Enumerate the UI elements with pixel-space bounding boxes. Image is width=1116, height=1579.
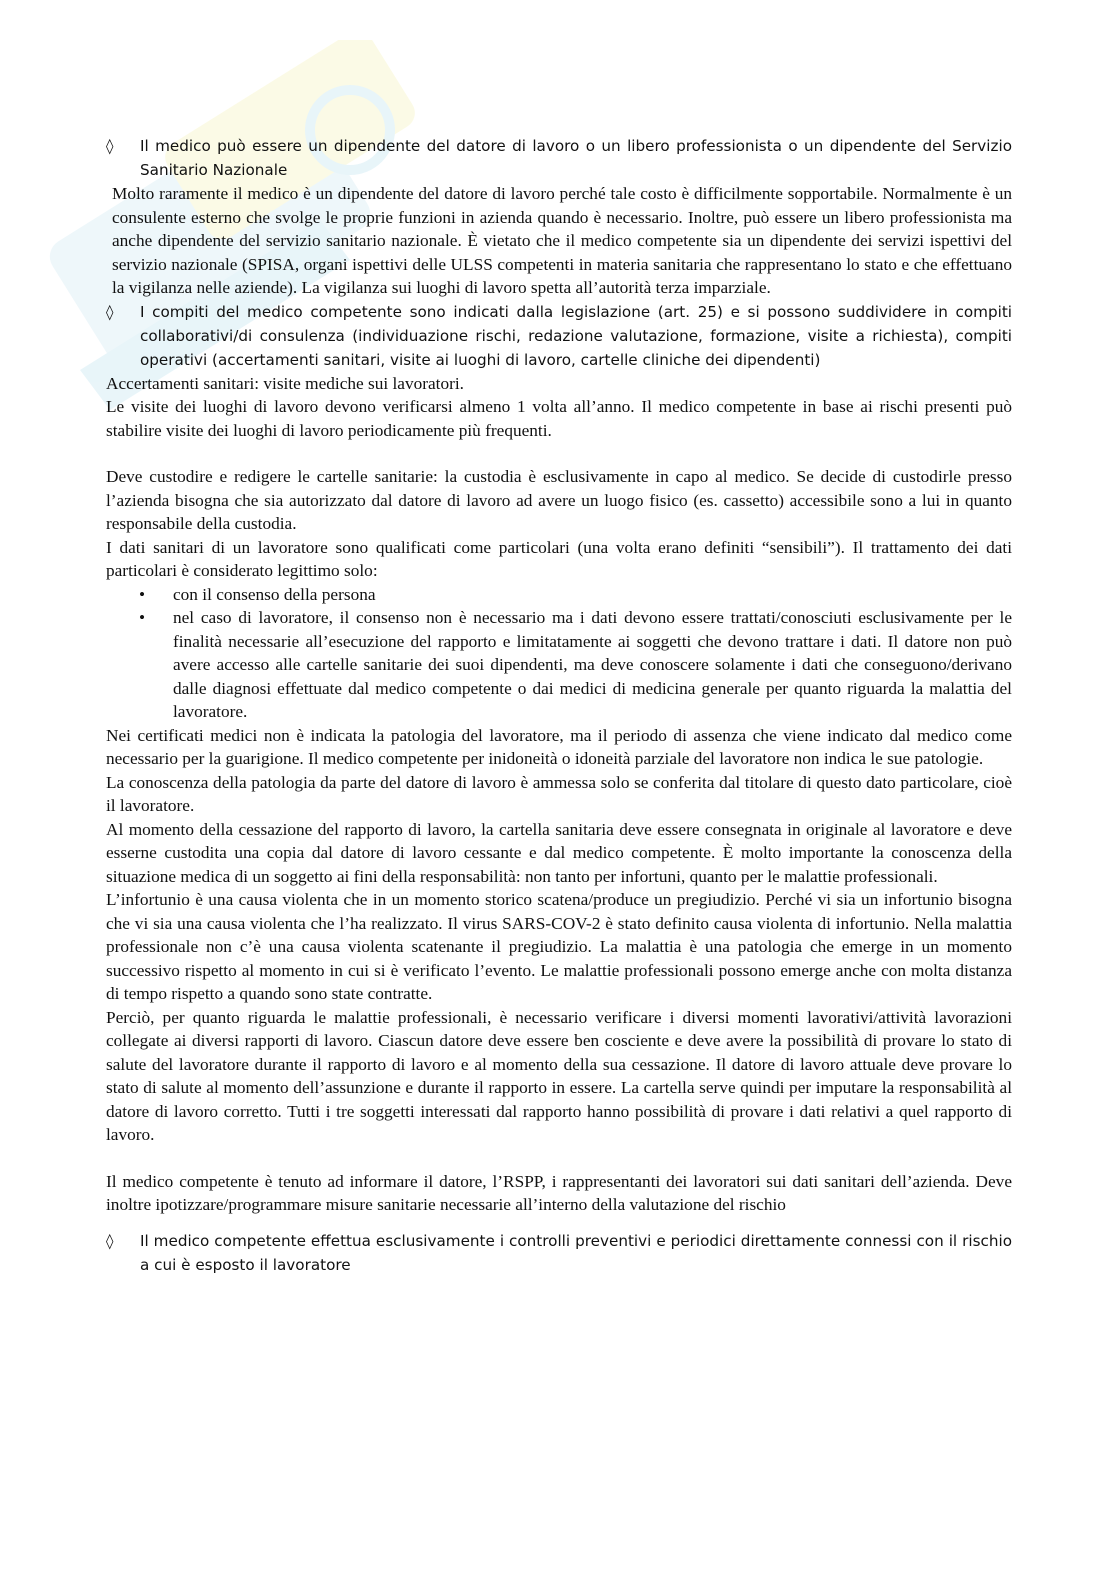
list-item (106, 583, 1012, 607)
diamond-item-2 (106, 300, 1012, 372)
item-text: Il medico competente effettua esclusivamente i controlli preventivi e periodici direttamente connessi con il rischio a cui è esposto il lavoratore (140, 1231, 1012, 1274)
spacer (106, 1217, 1012, 1229)
diamond-bullet-icon: ◊ (106, 1231, 114, 1250)
bullet-dot-icon: • (139, 584, 146, 604)
bullet-dot-icon: • (139, 608, 146, 627)
diamond-bullet-icon: ◊ (106, 302, 114, 321)
diamond-bullet-icon: ◊ (106, 137, 114, 155)
document-page (106, 134, 1012, 1277)
paragraph-conoscenza-patologia: La conoscenza della patologia da parte del datore di lavoro è ammessa solo se conferita dal titolare di questo dato particolare, cioè il lavoratore. (106, 772, 1012, 815)
spacer (106, 442, 1012, 465)
paragraph-cessazione: Al momento della cessazione del rapporto di lavoro, la cartella sanitaria deve essere consegnata in originale al lavoratore e deve esserne custodita una copia dal datore di lavoro cessante e dal medico competente. È molto importante la conoscenza della situazione medica di un soggetto ai fini della responsabilità: non tanto per infortuni, quanto per le malattie professionali. (106, 819, 1012, 886)
paragraph-dati-particolari: I dati sanitari di un lavoratore sono qualificati come particolari (una volta erano definiti “sensibili”). Il trattamento dei dati particolari è considerato legittimo solo: (106, 537, 1012, 580)
list-item-text: nel caso di lavoratore, il consenso non è necessario ma i dati devono essere trattati/conosciuti esclusivamente per le finalità necessarie all’esecuzione del rapporto e limitatamente ai soggetti che devono trattare i dati. Il datore non può avere accesso alle cartelle sanitarie dei suoi dipendenti, ma deve conoscere solamente i dati che conseguono/derivano dalle diagnosi effettuate dal medico competente o dai medici di medicina generale per quanto riguarda la malattia del lavoratore. (173, 608, 1012, 721)
list-item (106, 606, 1012, 724)
item-text: I compiti del medico competente sono indicati dalla legislazione (art. 25) e si possono suddividere in compiti collaborativi/di consulenza (individuazione rischi, redazione valutazione, formazione, visite a richiesta), compiti operativi (accertamenti sanitari, visite ai luoghi di lavoro, cartelle cliniche dei dipendenti) (140, 302, 1012, 369)
diamond-item-3 (106, 1229, 1012, 1277)
paragraph-medico-dipendente: Molto raramente il medico è un dipendente del datore di lavoro perché tale costo è difficilmente sopportabile. Normalmente è un consulente esterno che svolge le proprie funzioni in azienda quando è necessario. Inoltre, può essere un libero professionista ma anche dipendente del servizio sanitario nazionale. È vietato che il medico competente sia un dipendente dei servizi ispettivi del servizio nazionale (SPISA, organi ispettivi delle ULSS competenti in materia sanitaria che rappresentano lo stato e che effettuano la vigilanza nelle aziende). La vigilanza sui luoghi di lavoro spetta all’autorità terza imparziale. (112, 184, 1012, 297)
paragraph-infortunio: L’infortunio è una causa violenta che in un momento storico scatena/produce un pregiudizio. Perché vi sia un infortunio bisogna che vi sia una causa violenta che l’ha realizzato. Il virus SARS-COV-2 è stato definito causa violenta di infortunio. Nella malattia professionale non c’è una causa violenta scatenante il pregiudizio. La malattia è una patologia che emerge in un momento successivo rispetto al momento in cui si è verificato l’evento. Le malattie professionali possono emerge anche con molta distanza di tempo rispetto a quando sono state contratte. (106, 890, 1012, 1003)
spacer (106, 1147, 1012, 1170)
paragraph-informare: Il medico competente è tenuto ad informare il datore, l’RSPP, i rappresentanti dei lavoratori sui dati sanitari dell’azienda. Deve inoltre ipotizzare/programmare misure sanitarie necessarie all’interno della valutazione del rischio (106, 1171, 1012, 1214)
diamond-item-1 (106, 134, 1012, 182)
paragraph-malattie-professionali: Perciò, per quanto riguarda le malattie professionali, è necessario verificare i diversi momenti lavorativi/attività lavorazioni collegate ai diversi rapporti di lavoro. Ciascun datore deve essere ben cosciente e deve avere la possibilità di provare lo stato di salute del lavoratore durante il rapporto di lavoro e al momento della sua cessazione. Il datore di lavoro attuale deve provare lo stato di salute al momento dell’assunzione e durante il rapporto in essere. La cartella serve quindi per imputare la responsabilità al datore di lavoro corretto. Tutti i tre soggetti interessati dal rapporto hanno possibilità di provare i dati relativi a quel rapporto di lavoro. (106, 1007, 1012, 1144)
paragraph-accertamenti: Accertamenti sanitari: visite mediche sui lavoratori. (106, 373, 464, 393)
paragraph-visite-luoghi: Le visite dei luoghi di lavoro devono verificarsi almeno 1 volta all’anno. Il medico competente in base ai rischi presenti può stabilire visite dei luoghi di lavoro periodicamente più frequenti. (106, 397, 1012, 440)
item-text: Il medico può essere un dipendente del datore di lavoro o un libero professionista o un dipendente del Servizio Sanitario Nazionale (140, 137, 1012, 179)
paragraph-certificati: Nei certificati medici non è indicata la patologia del lavoratore, ma il periodo di assenza che viene indicato dal medico come necessario per la guarigione. Il medico competente per inidoneità o idoneità parziale del lavoratore non indica le sue patologie. (106, 725, 1012, 768)
consent-list (106, 583, 1012, 724)
paragraph-cartelle-sanitarie: Deve custodire e redigere le cartelle sanitarie: la custodia è esclusivamente in capo al medico. Se decide di custodirle presso l’azienda bisogna che sia autorizzato dal datore di lavoro ad avere un luogo fisico (es. cassetto) accessibile sono a lui in quanto responsabile della custodia. (106, 467, 1012, 533)
list-item-text: con il consenso della persona (173, 584, 376, 604)
